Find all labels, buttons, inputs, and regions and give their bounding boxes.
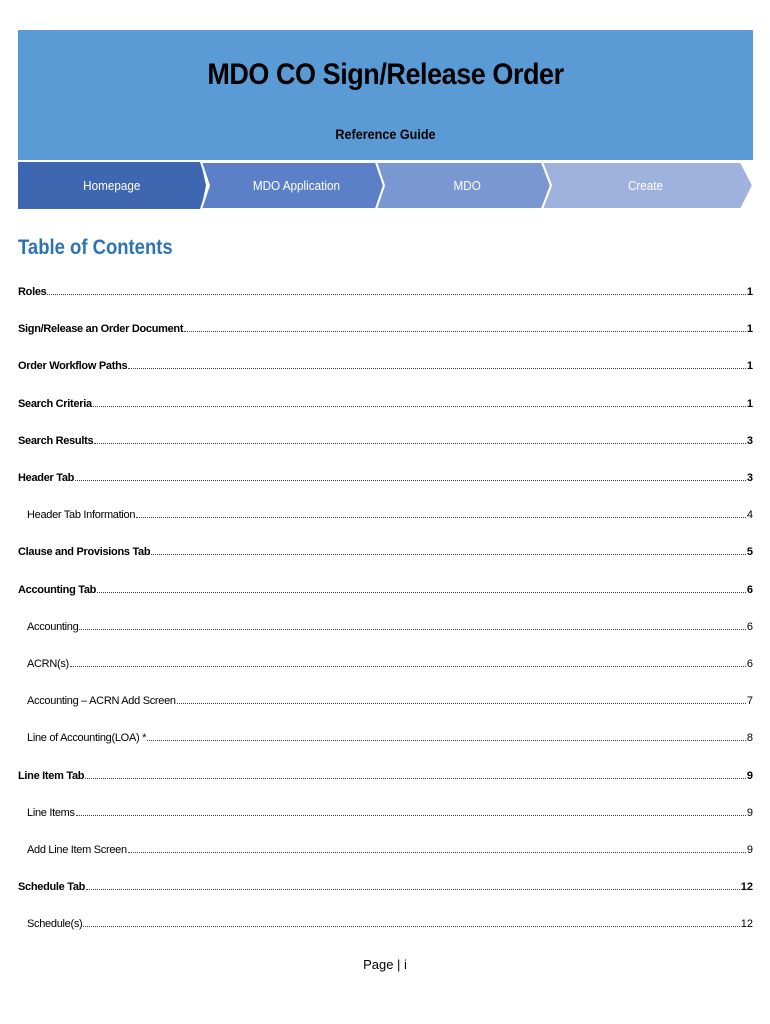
toc-dot-leader — [93, 405, 746, 407]
toc-entry[interactable] — [18, 580, 753, 596]
toc-entry-page: 8 — [746, 732, 753, 744]
toc-entry[interactable] — [18, 617, 753, 633]
toc-entry-label: Sign/Release an Order Document — [18, 323, 184, 335]
toc-dot-leader — [86, 888, 740, 890]
document-subtitle: Reference Guide — [335, 126, 436, 142]
toc-entry[interactable] — [18, 691, 753, 707]
toc-dot-leader — [128, 851, 746, 853]
toc-entry[interactable] — [18, 505, 753, 521]
toc-entry-page: 1 — [746, 360, 753, 372]
breadcrumb-item-mdo[interactable]: MDO — [453, 178, 482, 193]
toc-entry-page: 6 — [746, 658, 753, 670]
toc-entry[interactable] — [18, 468, 753, 484]
toc-entry-label: Line Item Tab — [18, 770, 85, 782]
toc-entry-label: Add Line Item Screen — [27, 844, 127, 856]
toc-entry-page: 9 — [746, 844, 753, 856]
toc-entry-label: Order Workflow Paths — [18, 360, 128, 372]
toc-entry-label: Line of Accounting(LOA) * — [27, 732, 147, 744]
toc-entry-page: 7 — [746, 695, 753, 707]
toc-dot-leader — [147, 739, 746, 741]
page-footer: Page | i — [363, 957, 407, 972]
toc-entry[interactable] — [18, 914, 753, 930]
toc-entry-page: 3 — [746, 472, 753, 484]
toc-entry[interactable] — [18, 766, 753, 782]
toc-dot-leader — [177, 702, 746, 704]
toc-dot-leader — [97, 591, 746, 593]
toc-entry[interactable] — [18, 803, 753, 819]
document-title: MDO CO Sign/Release Order — [207, 58, 564, 91]
toc-dot-leader — [83, 925, 739, 927]
toc-entry-label: Accounting — [27, 621, 79, 633]
toc-dot-leader — [184, 330, 746, 332]
toc-dot-leader — [75, 479, 746, 481]
toc-entry-page: 12 — [740, 918, 753, 930]
toc-dot-leader — [151, 553, 746, 555]
toc-entry[interactable] — [18, 542, 753, 558]
toc-entry-label: Header Tab Information — [27, 509, 136, 521]
toc-entry-page: 12 — [740, 881, 753, 893]
toc-entry-label: Schedule Tab — [18, 881, 86, 893]
toc-dot-leader — [79, 628, 745, 630]
toc-entry-label: ACRN(s) — [27, 658, 69, 670]
toc-entry[interactable] — [18, 356, 753, 372]
toc-entry-page: 1 — [746, 398, 753, 410]
toc-entry-page: 9 — [746, 807, 753, 819]
toc-entry-label: Roles — [18, 286, 47, 298]
toc-entry[interactable] — [18, 654, 753, 670]
title-banner — [18, 30, 753, 160]
toc-entry-page: 5 — [746, 546, 753, 558]
toc-entry-label: Line Items — [27, 807, 75, 819]
toc-entry-label: Header Tab — [18, 472, 75, 484]
toc-entry-page: 1 — [746, 323, 753, 335]
toc-entry-label: Clause and Provisions Tab — [18, 546, 151, 558]
toc-entry[interactable] — [18, 319, 753, 335]
toc-entry-label: Schedule(s) — [27, 918, 83, 930]
breadcrumb-item-create[interactable]: Create — [628, 178, 664, 193]
toc-entry-page: 6 — [746, 584, 753, 596]
toc-entry[interactable] — [18, 728, 753, 744]
toc-entry-label: Search Criteria — [18, 398, 92, 410]
toc-entry[interactable] — [18, 282, 753, 298]
toc-entry-label: Search Results — [18, 435, 94, 447]
toc-dot-leader — [128, 367, 746, 369]
toc-entry-page: 6 — [746, 621, 753, 633]
toc-entry[interactable] — [18, 877, 753, 893]
toc-dot-leader — [85, 777, 746, 779]
toc-dot-leader — [70, 665, 746, 667]
breadcrumb — [18, 162, 753, 209]
toc-entry-page: 9 — [746, 770, 753, 782]
toc-entry-page: 4 — [746, 509, 753, 521]
toc-entry[interactable] — [18, 394, 753, 410]
toc-dot-leader — [94, 442, 746, 444]
breadcrumb-item-homepage[interactable]: Homepage — [83, 178, 141, 193]
toc-entry[interactable] — [18, 840, 753, 856]
toc-heading: Table of Contents — [18, 236, 173, 259]
toc-entry-page: 3 — [746, 435, 753, 447]
toc-entry-label: Accounting Tab — [18, 584, 97, 596]
toc-dot-leader — [76, 814, 746, 816]
toc-entry-page: 1 — [746, 286, 753, 298]
toc-dot-leader — [136, 516, 746, 518]
toc-entry-label: Accounting – ACRN Add Screen — [27, 695, 176, 707]
toc-dot-leader — [47, 293, 745, 295]
toc-entry[interactable] — [18, 431, 753, 447]
breadcrumb-item-mdo-application[interactable]: MDO Application — [252, 178, 341, 193]
